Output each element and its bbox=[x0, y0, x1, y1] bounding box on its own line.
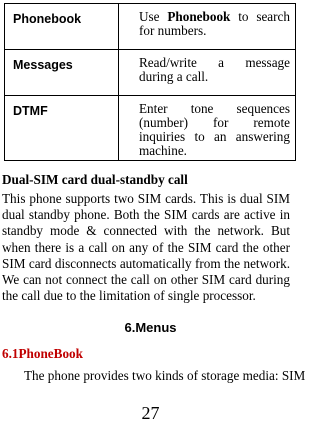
feature-description bbox=[119, 96, 296, 161]
description-text: Read/write a message during a call. bbox=[139, 55, 290, 84]
chapter-heading: 6.Menus bbox=[124, 320, 177, 335]
description-text: Use bbox=[139, 9, 168, 24]
page-number: 27 bbox=[141, 403, 160, 423]
section-heading: Dual-SIM card dual-standby call bbox=[2, 172, 188, 187]
features-table bbox=[4, 3, 296, 161]
description-bold-text: Phonebook bbox=[167, 9, 231, 24]
feature-name: DTMF bbox=[5, 96, 119, 161]
feature-description bbox=[119, 4, 296, 50]
subsection-heading: 6.1PhoneBook bbox=[2, 346, 83, 361]
table-row bbox=[5, 4, 296, 50]
feature-description bbox=[119, 50, 296, 96]
intro-paragraph: The phone provides two kinds of storage media: SIM bbox=[24, 368, 306, 383]
description-text: Enter tone sequences (number) for remote inquiries to an answering machine. bbox=[139, 101, 290, 158]
description-text: to search for numbers. bbox=[139, 9, 291, 38]
feature-name: Phonebook bbox=[5, 4, 119, 50]
table-row bbox=[5, 50, 296, 96]
section-body-paragraph: This phone supports two SIM cards. This is dual SIM dual standby phone. Both the SIM cards are active in standby mode & connected with the network. But when there is a call on any of the SIM card the other SIM card disconnects automatically from the network. We can not connect the call on other SIM card during the call due to the limitation of single processor. bbox=[2, 191, 290, 304]
feature-name: Messages bbox=[5, 50, 119, 96]
table-row bbox=[5, 96, 296, 161]
